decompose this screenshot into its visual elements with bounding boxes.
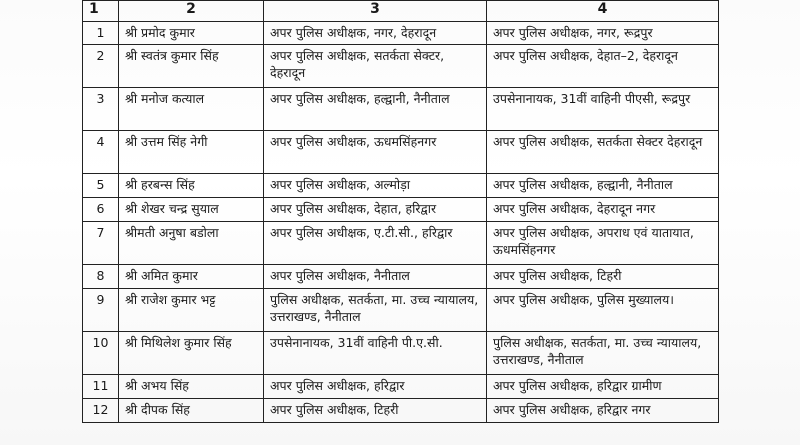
new-post-cell: अपर पुलिस अधीक्षक, देहात–2, देहरादून: [487, 45, 719, 88]
new-post-cell: पुलिस अधीक्षक, सतर्कता, मा. उच्च न्यायालय, उत्तराखण्ड, नैनीताल: [487, 332, 719, 375]
col-header-name: 2: [119, 1, 264, 22]
officer-name-cell: श्री हरबन्स सिंह: [119, 174, 264, 198]
table-row: [83, 131, 719, 174]
current-post-cell: पुलिस अधीक्षक, सतर्कता, मा. उच्च न्यायालय, उत्तराखण्ड, नैनीताल: [264, 289, 487, 332]
officer-name-cell: श्री राजेश कुमार भट्ट: [119, 289, 264, 332]
col-header-serial: 1: [83, 1, 119, 22]
new-post-cell: अपर पुलिस अधीक्षक, हल्द्वानी, नैनीताल: [487, 174, 719, 198]
table-row: [83, 88, 719, 131]
table-row: [83, 45, 719, 88]
header-row: [83, 1, 719, 22]
officer-name-cell: श्री उत्तम सिंह नेगी: [119, 131, 264, 174]
serial-cell: 5: [83, 174, 119, 198]
table-row: [83, 22, 719, 45]
col-header-current-post: 3: [264, 1, 487, 22]
table-row: [83, 198, 719, 222]
new-post-cell: अपर पुलिस अधीक्षक, नगर, रूद्रपुर: [487, 22, 719, 45]
serial-cell: 1: [83, 22, 119, 45]
current-post-cell: अपर पुलिस अधीक्षक, देहात, हरिद्वार: [264, 198, 487, 222]
officer-name-cell: श्री दीपक सिंह: [119, 399, 264, 423]
serial-cell: 6: [83, 198, 119, 222]
officer-name-cell: श्री मिथिलेश कुमार सिंह: [119, 332, 264, 375]
new-post-cell: अपर पुलिस अधीक्षक, टिहरी: [487, 265, 719, 289]
current-post-cell: अपर पुलिस अधीक्षक, नैनीताल: [264, 265, 487, 289]
current-post-cell: अपर पुलिस अधीक्षक, अल्मोड़ा: [264, 174, 487, 198]
officer-name-cell: श्री मनोज कत्याल: [119, 88, 264, 131]
table-row: [83, 174, 719, 198]
serial-cell: 11: [83, 375, 119, 399]
officer-name-cell: श्री शेखर चन्द्र सुयाल: [119, 198, 264, 222]
officer-name-cell: श्री प्रमोद कुमार: [119, 22, 264, 45]
current-post-cell: उपसेनानायक, 31वीं वाहिनी पी.ए.सी.: [264, 332, 487, 375]
officer-name-cell: श्री अभय सिंह: [119, 375, 264, 399]
officer-name-cell: श्री अमित कुमार: [119, 265, 264, 289]
col-header-new-post: 4: [487, 1, 719, 22]
table-row: [83, 222, 719, 265]
table-row: [83, 399, 719, 423]
serial-cell: 12: [83, 399, 119, 423]
serial-cell: 2: [83, 45, 119, 88]
serial-cell: 9: [83, 289, 119, 332]
table-row: [83, 375, 719, 399]
serial-cell: 3: [83, 88, 119, 131]
new-post-cell: अपर पुलिस अधीक्षक, देहरादून नगर: [487, 198, 719, 222]
transfer-table: [82, 0, 719, 423]
serial-cell: 10: [83, 332, 119, 375]
current-post-cell: अपर पुलिस अधीक्षक, नगर, देहरादून: [264, 22, 487, 45]
current-post-cell: अपर पुलिस अधीक्षक, ए.टी.सी., हरिद्वार: [264, 222, 487, 265]
serial-cell: 8: [83, 265, 119, 289]
current-post-cell: अपर पुलिस अधीक्षक, टिहरी: [264, 399, 487, 423]
new-post-cell: अपर पुलिस अधीक्षक, पुलिस मुख्यालय।: [487, 289, 719, 332]
new-post-cell: उपसेनानायक, 31वीं वाहिनी पीएसी, रूद्रपुर: [487, 88, 719, 131]
serial-cell: 7: [83, 222, 119, 265]
table-row: [83, 265, 719, 289]
new-post-cell: अपर पुलिस अधीक्षक, अपराध एवं यातायात, ऊधमसिंहनगर: [487, 222, 719, 265]
officer-name-cell: श्री स्वतंत्र कुमार सिंह: [119, 45, 264, 88]
current-post-cell: अपर पुलिस अधीक्षक, हल्द्वानी, नैनीताल: [264, 88, 487, 131]
current-post-cell: अपर पुलिस अधीक्षक, सतर्कता सेक्टर, देहरादून: [264, 45, 487, 88]
new-post-cell: अपर पुलिस अधीक्षक, हरिद्वार ग्रामीण: [487, 375, 719, 399]
table-row: [83, 289, 719, 332]
table-row: [83, 332, 719, 375]
new-post-cell: अपर पुलिस अधीक्षक, हरिद्वार नगर: [487, 399, 719, 423]
serial-cell: 4: [83, 131, 119, 174]
current-post-cell: अपर पुलिस अधीक्षक, हरिद्वार: [264, 375, 487, 399]
new-post-cell: अपर पुलिस अधीक्षक, सतर्कता सेक्टर देहरादून: [487, 131, 719, 174]
current-post-cell: अपर पुलिस अधीक्षक, ऊधमसिंहनगर: [264, 131, 487, 174]
officer-name-cell: श्रीमती अनुषा बडोला: [119, 222, 264, 265]
